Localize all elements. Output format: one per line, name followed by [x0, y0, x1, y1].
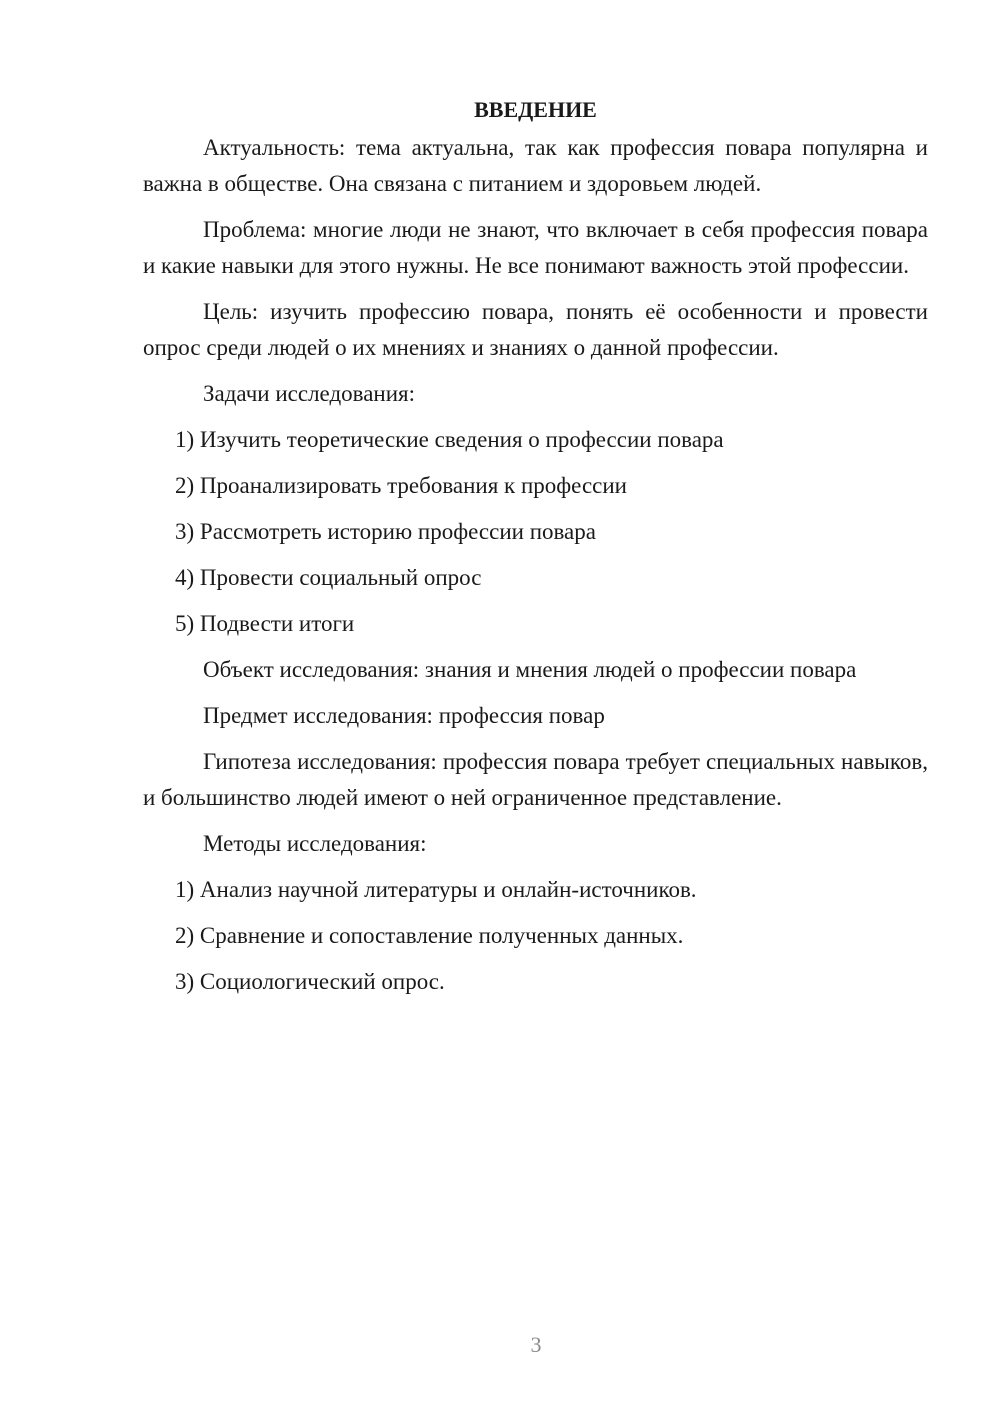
method-item: 3) Социологический опрос. [175, 969, 445, 994]
tasks-heading: Задачи исследования: [203, 381, 416, 406]
task-item: 1) Изучить теоретические сведения о профессии повара [175, 427, 724, 452]
task-item: 2) Проанализировать требования к профессии [175, 473, 627, 498]
method-item: 2) Сравнение и сопоставление полученных данных. [175, 923, 684, 948]
page-number: 3 [530, 1332, 542, 1357]
problem-paragraph: Проблема: многие люди не знают, что включает в себя профессия повара и какие навыки для этого нужны. Не все понимают важность этой профессии. [143, 217, 928, 278]
goal-paragraph: Цель: изучить профессию повара, понять её особенности и провести опрос среди людей о их мнениях и знаниях о данной профессии. [143, 299, 928, 360]
research-subject: Предмет исследования: профессия повар [203, 703, 605, 728]
task-item: 4) Провести социальный опрос [175, 565, 482, 590]
research-object: Объект исследования: знания и мнения людей о профессии повара [203, 657, 857, 682]
page-content [143, 92, 928, 1010]
task-item: 5) Подвести итоги [175, 611, 355, 636]
hypothesis-paragraph: Гипотеза исследования: профессия повара требует специальных навыков, и большинство людей имеют о ней ограниченное представление. [143, 749, 928, 810]
relevance-paragraph: Актуальность: тема актуальна, так как профессия повара популярна и важна в обществе. Она связана с питанием и здоровьем людей. [143, 135, 928, 196]
task-item: 3) Рассмотреть историю профессии повара [175, 519, 596, 544]
method-item: 1) Анализ научной литературы и онлайн-источников. [175, 877, 697, 902]
page-title: ВВЕДЕНИЕ [474, 97, 597, 122]
methods-heading: Методы исследования: [203, 831, 427, 856]
